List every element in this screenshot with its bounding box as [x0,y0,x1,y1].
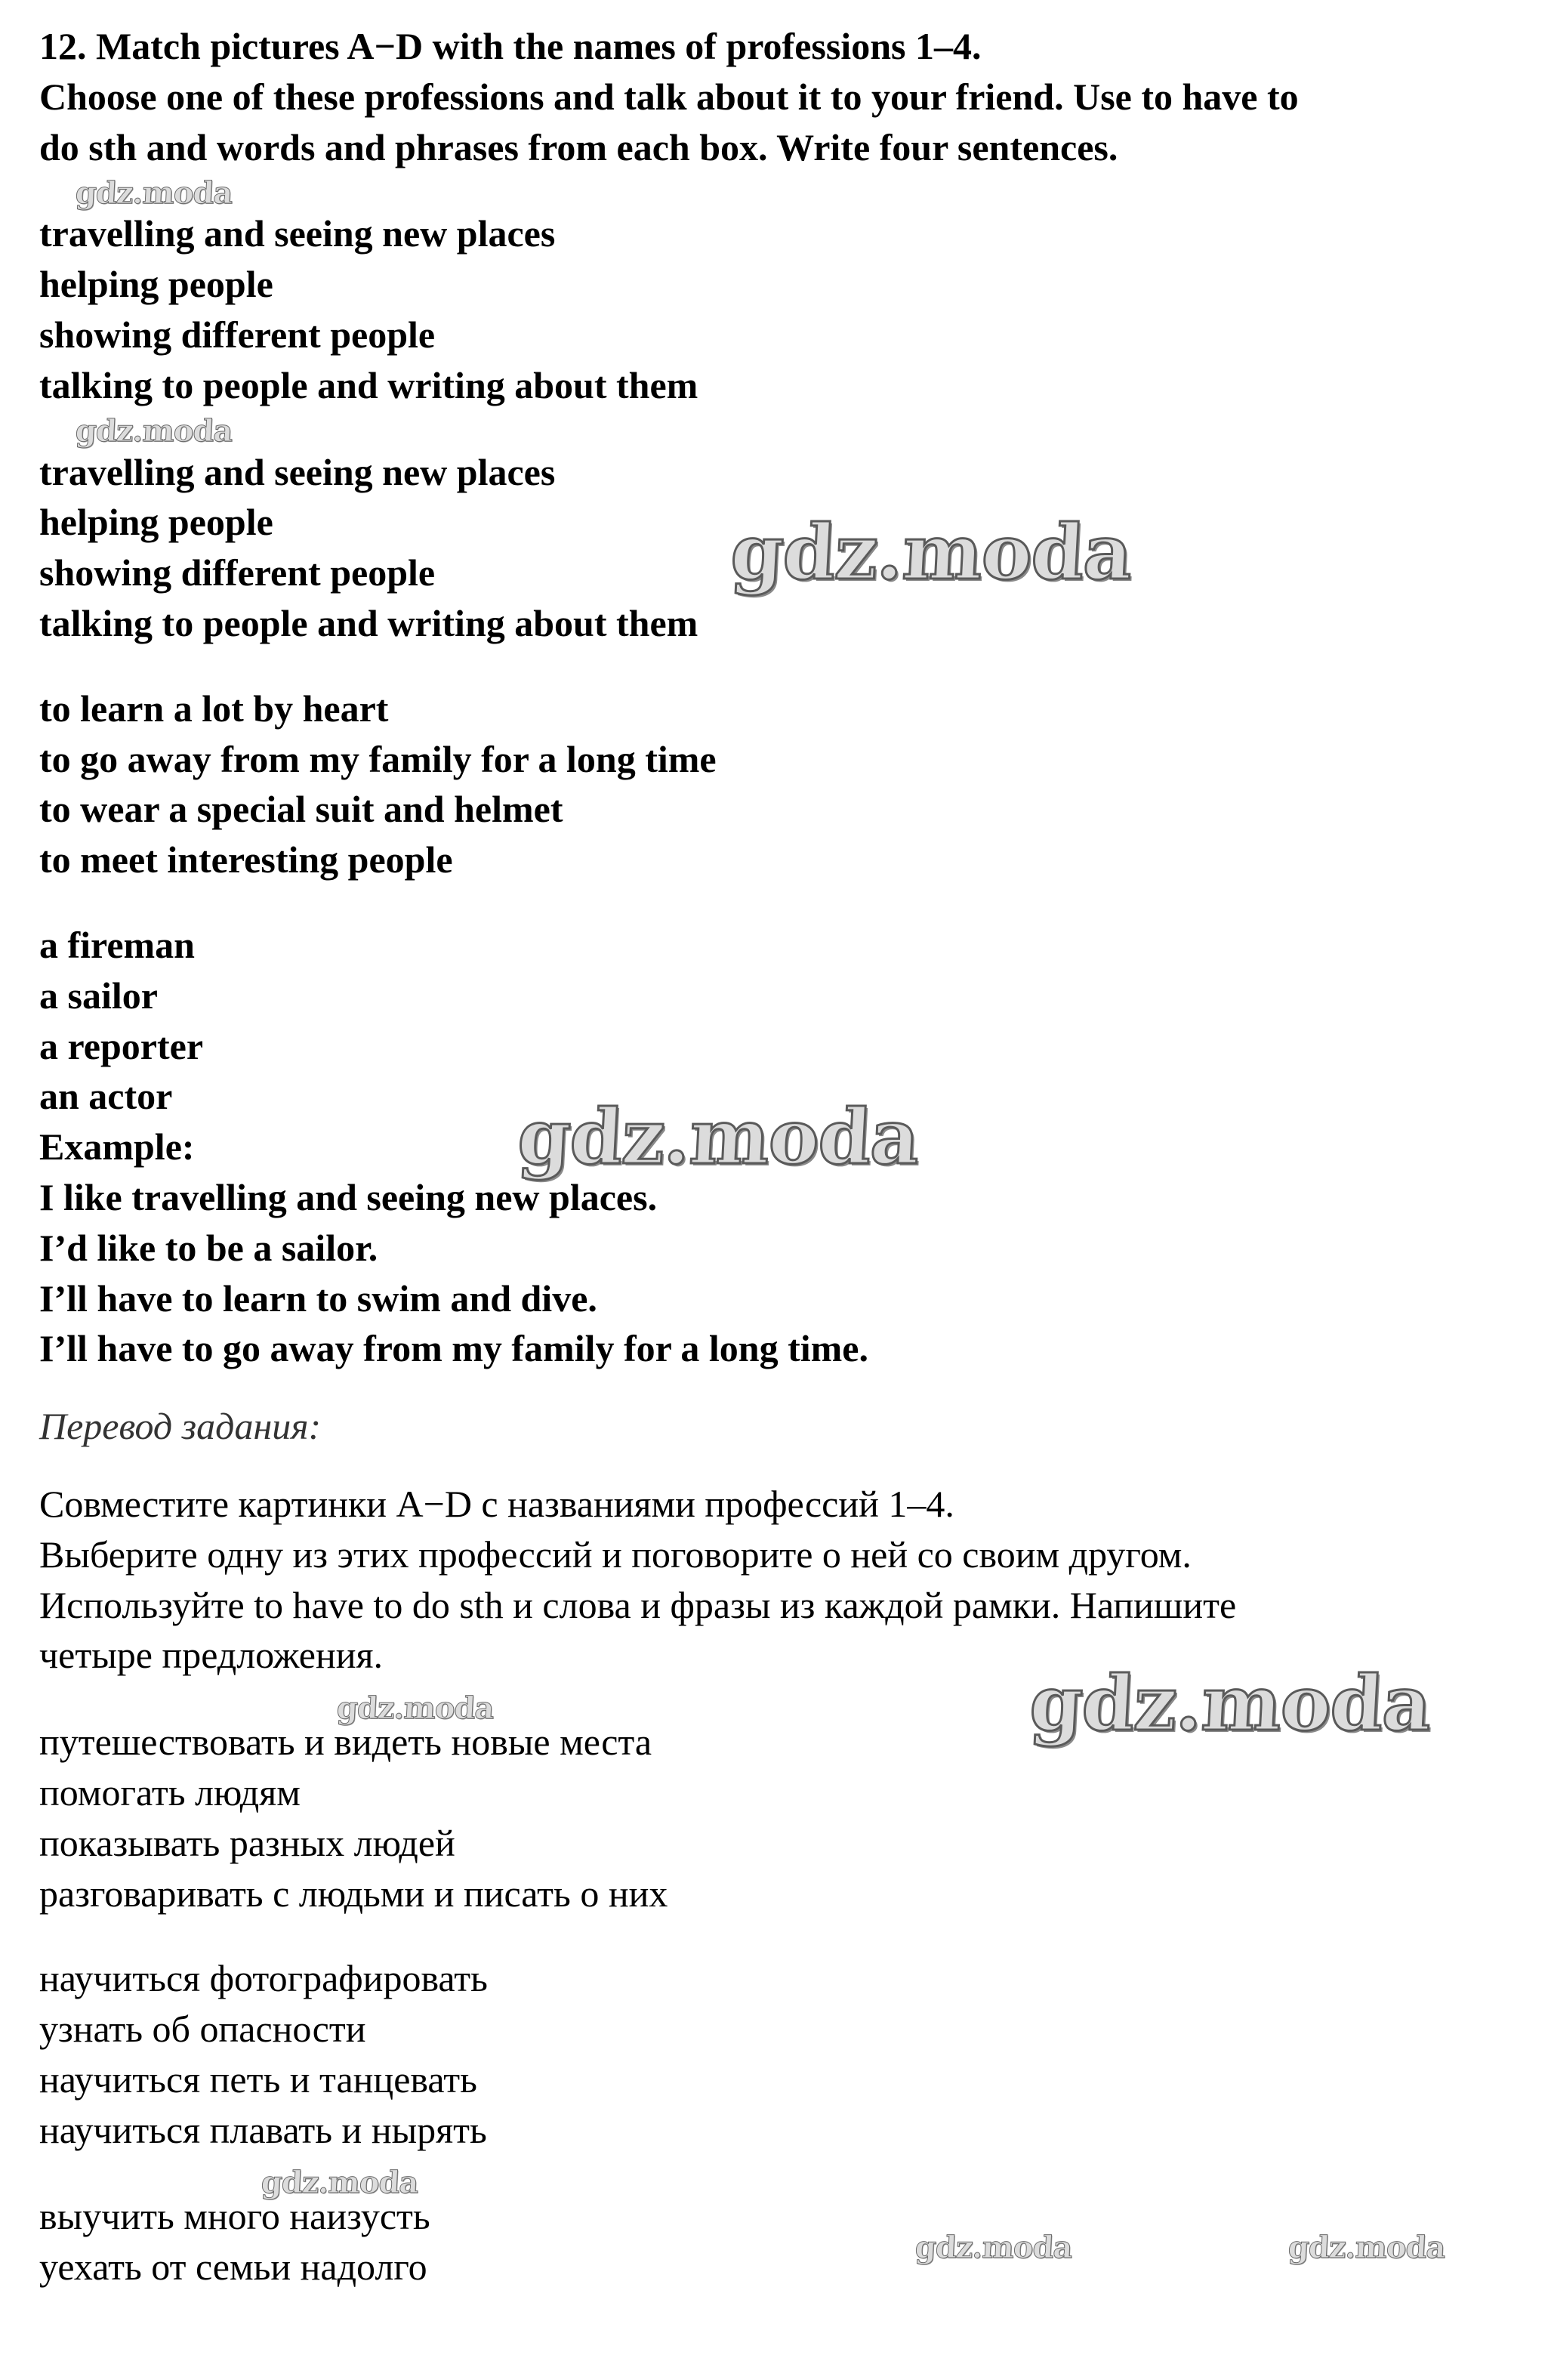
exercise-instruction-line-2: do sth and words and phrases from each box. Write four sentences. [39,125,1118,168]
list-item: a reporter [39,1024,204,1067]
list-item: a sailor [39,974,158,1017]
list-item: уехать от семьи надолго [39,2246,427,2289]
list-item: выучить много наизусть [39,2195,430,2238]
example-label: Example: [39,1125,195,1168]
list-item: научиться петь и танцевать [39,2057,477,2101]
translation-line: четыре предложения. [39,1634,384,1677]
list-item: научиться плавать и нырять [39,2108,487,2151]
list-item: разговаривать с людьми и писать о них [39,1872,668,1915]
watermark: gdz.moda [74,175,233,211]
list-item: showing different people [39,313,436,356]
translation-box-2 [39,1953,1519,2155]
watermark: gdz.moda [914,2230,1073,2265]
list-item: to learn a lot by heart [39,687,389,730]
list-item: travelling and seeing new places [39,450,556,493]
list-item: узнать об опасности [39,2008,366,2051]
watermark: gdz.moda [1027,1659,1433,1748]
translation-line: Используйте to have to do sth и слова и фразы из каждой рамки. Напишите [39,1583,1237,1626]
list-item: talking to people and writing about them [39,363,698,406]
list-item: to wear a special suit and helmet [39,788,563,831]
example-sentence: I’d like to be a sailor. [39,1226,378,1269]
list-item: помогать людям [39,1770,301,1814]
list-item: научиться фотографировать [39,1957,488,2000]
watermark: gdz.moda [260,2165,419,2200]
exercise-heading: 12. Match pictures A−D with the names of professions 1–4. [39,25,982,67]
list-item: to go away from my family for a long time [39,737,717,780]
watermark: gdz.moda [74,413,233,449]
word-box-1-first [39,208,1519,410]
watermark: gdz.moda [335,1690,495,1726]
translation-label: Перевод задания: [39,1405,322,1448]
example-sentence: I like travelling and seeing new places. [39,1175,658,1218]
list-item: travelling and seeing new places [39,212,556,255]
list-item: talking to people and writing about them [39,601,698,644]
exercise-instruction-line-1: Choose one of these professions and talk about it to your friend. Use to have to [39,75,1299,118]
list-item: показывать разных людей [39,1821,455,1864]
list-item: a fireman [39,923,195,966]
word-box-2 [39,684,1519,885]
example-sentence: I’ll have to learn to swim and dive. [39,1276,597,1320]
list-item: helping people [39,263,273,306]
translation-line: Совместите картинки A−D с названиями профессий 1–4. [39,1482,954,1525]
watermark: gdz.moda [728,508,1134,597]
list-item: путешествовать и видеть новые места [39,1721,652,1764]
watermark: gdz.moda [515,1092,921,1181]
list-item: to meet interesting people [39,838,453,881]
example-sentence: I’ll have to go away from my family for a long time. [39,1327,868,1370]
list-item: an actor [39,1075,173,1118]
list-item: showing different people [39,551,436,594]
watermark: gdz.moda [1287,2230,1446,2265]
translation-line: Выберите одну из этих профессий и поговорите о ней со своим другом. [39,1533,1192,1576]
list-item: helping people [39,501,273,544]
translation-task [39,1479,1519,1681]
